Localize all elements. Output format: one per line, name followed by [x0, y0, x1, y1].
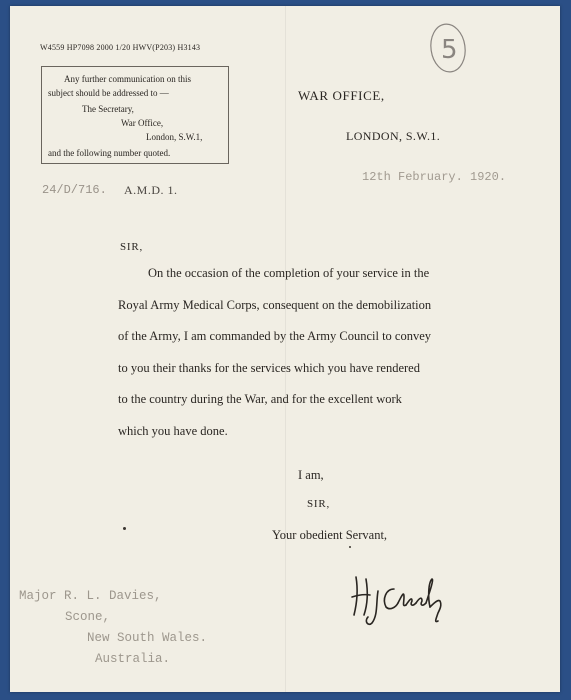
closing-line-1: I am, [298, 468, 324, 482]
body-line: Royal Army Medical Corps, consequent on the demobilization [118, 297, 432, 312]
circled-number-mark [426, 20, 472, 76]
address-line-3: New South Wales. [87, 631, 208, 645]
ink-dot [349, 546, 351, 548]
ink-dot [123, 527, 126, 530]
notice-line-3: The Secretary, [82, 104, 134, 114]
notice-line-5: London, S.W.1, [146, 132, 203, 142]
address-line-2: Scone, [65, 610, 111, 624]
letterhead-city: LONDON, S.W.1. [346, 129, 441, 143]
recipient-address [19, 586, 207, 670]
notice-line-4: War Office, [121, 118, 164, 128]
notice-line-2: subject should be addressed to — [48, 88, 169, 98]
address-line-4: Australia. [95, 652, 171, 666]
letter-body [118, 258, 518, 447]
letter-date: 12th February. 1920. [362, 170, 507, 184]
closing-line-3: Your obedient Servant, [272, 528, 388, 542]
closing-line-2: SIR, [307, 498, 331, 510]
salutation: SIR, [120, 241, 144, 253]
address-line-1: Major R. L. Davies, [19, 589, 162, 603]
notice-line-1: Any further communication on this [64, 74, 191, 84]
body-line: to you their thanks for the services which you have rendered [118, 360, 420, 375]
notice-line-6: and the following number quoted. [48, 148, 171, 158]
print-codes: W4559 HP7098 2000 1/20 HWV(P203) H3143 [40, 43, 201, 52]
body-line: which you have done. [118, 423, 228, 438]
handwritten-signature [348, 569, 458, 629]
body-line: of the Army, I am commanded by the Army Council to convey [118, 329, 432, 343]
letterhead-office: WAR OFFICE, [298, 88, 385, 103]
body-line: On the occasion of the completion of your service in the [148, 266, 430, 280]
reference-dept: A.M.D. 1. [124, 183, 178, 197]
body-line: to the country during the War, and for the excellent work [118, 392, 402, 406]
reference-number: 24/D/716. [42, 183, 107, 197]
letter-page [10, 6, 560, 692]
corner-mark-text: 5 [441, 35, 458, 65]
notice-box [41, 66, 229, 164]
